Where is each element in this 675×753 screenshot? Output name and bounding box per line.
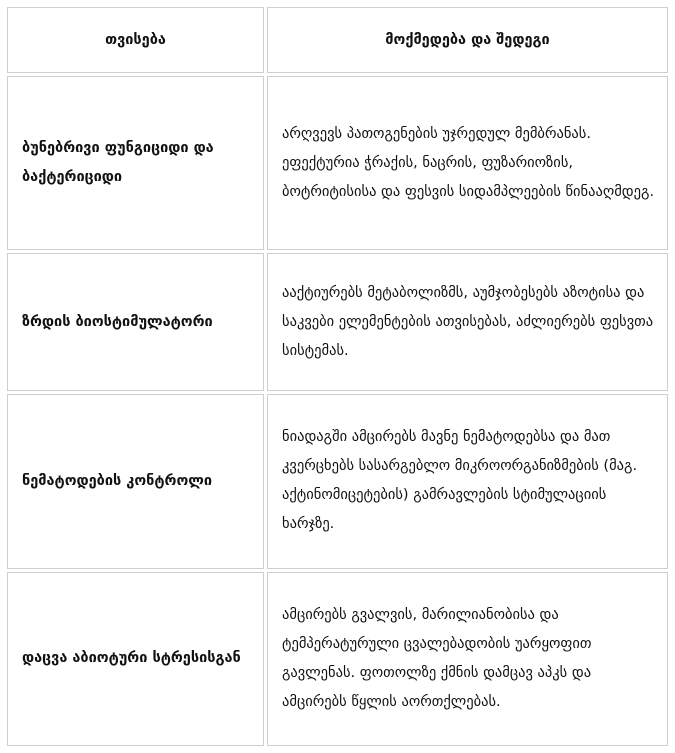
cell-property: ნემატოდების კონტროლი — [7, 394, 264, 568]
table-row — [7, 76, 668, 250]
header-property: თვისება — [7, 7, 264, 73]
header-effect: მოქმედება და შედეგი — [267, 7, 668, 73]
cell-effect: ამცირებს გვალვის, მარილიანობისა და ტემპერატურული ცვალებადობის უარყოფით გავლენას. ფოთოლზე ქმნის დამცავ აპკს და ამცირებს წყლის აორთქლებას. — [267, 572, 668, 747]
cell-property: დაცვა აბიოტური სტრესისგან — [7, 572, 264, 747]
table-header-row — [7, 7, 668, 73]
table-row — [7, 394, 668, 568]
cell-effect: ააქტიურებს მეტაბოლიზმს, აუმჯობესებს აზოტისა და საკვები ელემენტების ათვისებას, აძლიერებს ფესვთა სისტემას. — [267, 253, 668, 391]
cell-effect: ნიადაგში ამცირებს მავნე ნემატოდებსა და მათ კვერცხებს სასარგებლო მიკროორგანიზმების (მაგ. აქტინომიცეტების) გამრავლების სტიმულაციის ხარჯზე. — [267, 394, 668, 568]
cell-property: ბუნებრივი ფუნგიციდი და ბაქტერიციდი — [7, 76, 264, 250]
properties-table — [4, 4, 671, 749]
cell-effect: არღვევს პათოგენების უჯრედულ მემბრანას. ეფექტურია ჭრაქის, ნაცრის, ფუზარიოზის, ბოტრიტისისა და ფესვის სიდამპლეების წინააღმდეგ. — [267, 76, 668, 250]
cell-property: ზრდის ბიოსტიმულატორი — [7, 253, 264, 391]
table-row — [7, 572, 668, 747]
table-row — [7, 253, 668, 391]
